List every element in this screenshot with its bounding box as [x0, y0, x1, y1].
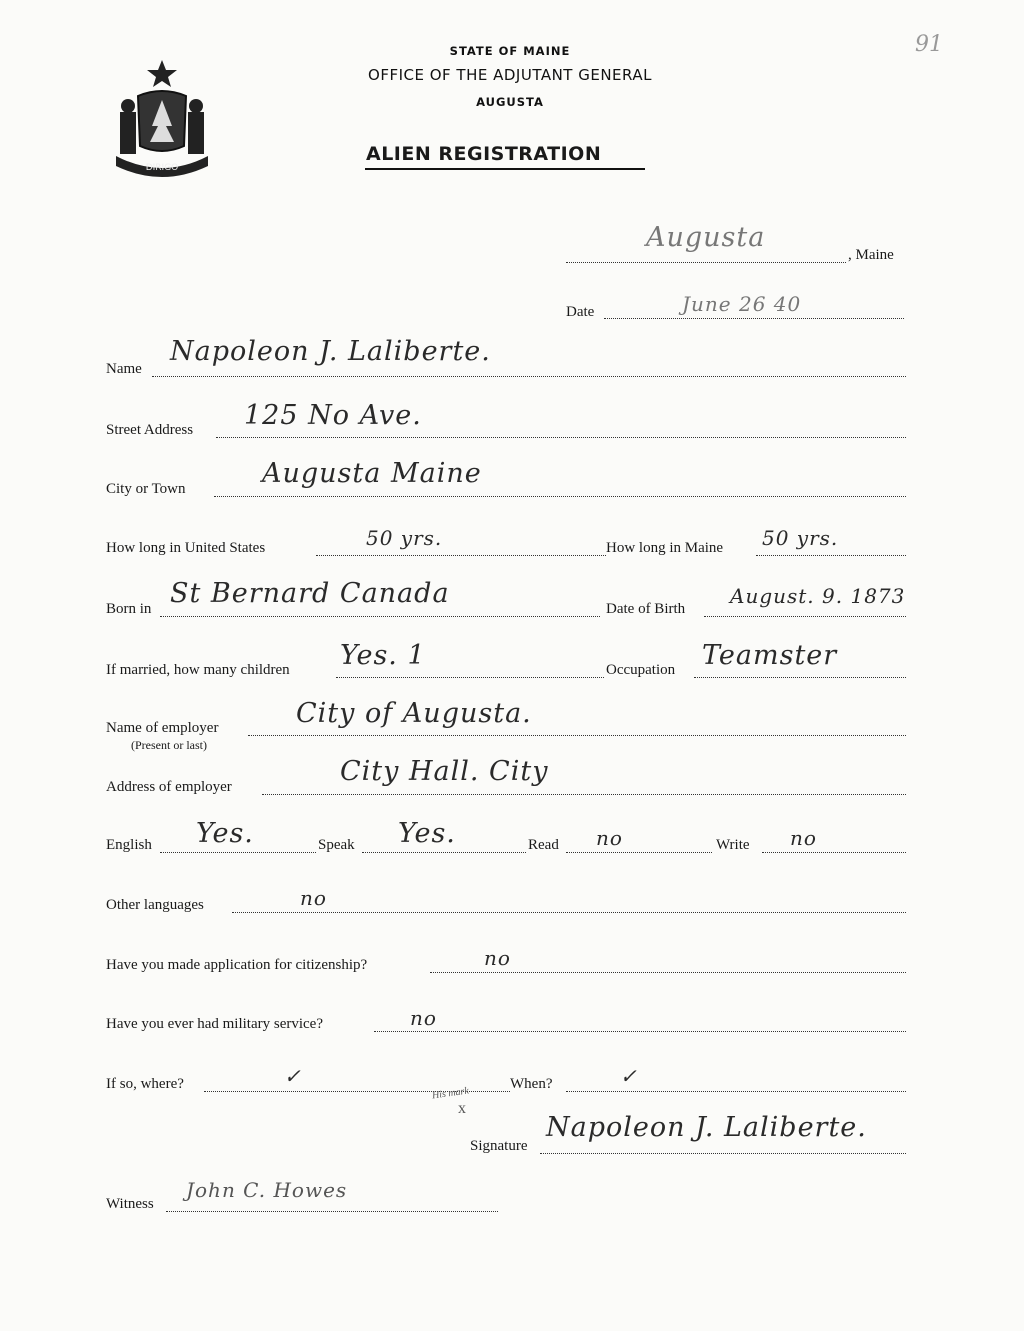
his-mark-note: His mark [431, 1085, 470, 1102]
city-label: City or Town [106, 481, 186, 497]
read-line [566, 852, 712, 853]
maine-len-line [756, 555, 906, 556]
children-line [336, 677, 604, 678]
maine-label: , Maine [848, 247, 894, 263]
occupation-line [694, 677, 906, 678]
citizenship-line [430, 972, 906, 973]
place-value: Augusta [646, 222, 766, 253]
write-label: Write [716, 837, 750, 853]
other-lang-label: Other languages [106, 897, 204, 913]
where-value: ✓ [284, 1064, 302, 1088]
name-label: Name [106, 361, 142, 377]
place-line [566, 262, 846, 263]
employer-addr-label: Address of employer [106, 779, 232, 795]
page-number: 91 [915, 32, 943, 57]
children-value: Yes. 1 [340, 640, 426, 671]
header-state: STATE OF MAINE [449, 44, 571, 58]
english-line [160, 852, 316, 853]
header-office: OFFICE OF THE ADJUTANT GENERAL [368, 66, 652, 84]
employer-label: Name of employer [106, 720, 219, 736]
header-city: AUGUSTA [476, 95, 544, 109]
name-line [152, 376, 906, 377]
signature-value: Napoleon J. Laliberte. [546, 1112, 867, 1143]
dob-value: August. 9. 1873 [730, 584, 906, 608]
form-title: ALIEN REGISTRATION [366, 143, 602, 165]
other-lang-line [232, 912, 906, 913]
speak-label: Speak [318, 837, 355, 853]
speak-line [362, 852, 526, 853]
employer-sublabel: (Present or last) [131, 738, 207, 752]
write-line [762, 852, 906, 853]
employer-addr-line [262, 794, 906, 795]
read-value: no [596, 826, 623, 850]
signature-label: Signature [470, 1138, 528, 1154]
witness-label: Witness [106, 1196, 154, 1212]
witness-value: John C. Howes [186, 1178, 348, 1202]
title-underline [365, 168, 645, 170]
born-value: St Bernard Canada [170, 578, 450, 609]
employer-value: City of Augusta. [296, 698, 532, 729]
citizenship-value: no [484, 946, 511, 970]
english-value: Yes. [196, 818, 254, 849]
us-line [316, 555, 606, 556]
born-label: Born in [106, 601, 152, 617]
city-value: Augusta Maine [262, 458, 482, 489]
military-line [374, 1031, 906, 1032]
dob-label: Date of Birth [606, 601, 686, 617]
maine-len-label: How long in Maine [606, 540, 724, 556]
svg-text:DIRIGO: DIRIGO [145, 163, 179, 173]
dob-line [704, 616, 906, 617]
street-label: Street Address [106, 422, 194, 438]
signature-line [540, 1153, 906, 1154]
speak-value: Yes. [398, 818, 456, 849]
witness-line [166, 1211, 498, 1212]
maine-len-value: 50 yrs. [762, 526, 839, 550]
us-value: 50 yrs. [366, 526, 443, 550]
name-value: Napoleon J. Laliberte. [170, 336, 491, 367]
military-label: Have you ever had military service? [106, 1016, 323, 1032]
us-label: How long in United States [106, 540, 266, 556]
read-label: Read [528, 837, 559, 853]
city-line [214, 496, 906, 497]
when-label: When? [510, 1076, 553, 1092]
children-label: If married, how many children [106, 662, 290, 678]
other-lang-value: no [300, 886, 327, 910]
where-label: If so, where? [106, 1076, 184, 1092]
citizenship-label: Have you made application for citizenship? [106, 957, 368, 973]
date-label: Date [566, 304, 595, 320]
write-value: no [790, 826, 817, 850]
x-mark: x [458, 1100, 466, 1117]
street-line [216, 437, 906, 438]
occupation-value: Teamster [702, 640, 838, 671]
born-line [160, 616, 600, 617]
date-line [604, 318, 904, 319]
street-value: 125 No Ave. [244, 400, 422, 431]
when-value: ✓ [620, 1064, 638, 1088]
occupation-label: Occupation [606, 662, 676, 678]
state-seal-icon [108, 56, 216, 182]
english-label: English [106, 837, 152, 853]
employer-addr-value: City Hall. City [340, 756, 549, 787]
when-line [566, 1091, 906, 1092]
date-value: June 26 40 [682, 292, 802, 316]
military-value: no [410, 1006, 437, 1030]
employer-line [248, 735, 906, 736]
